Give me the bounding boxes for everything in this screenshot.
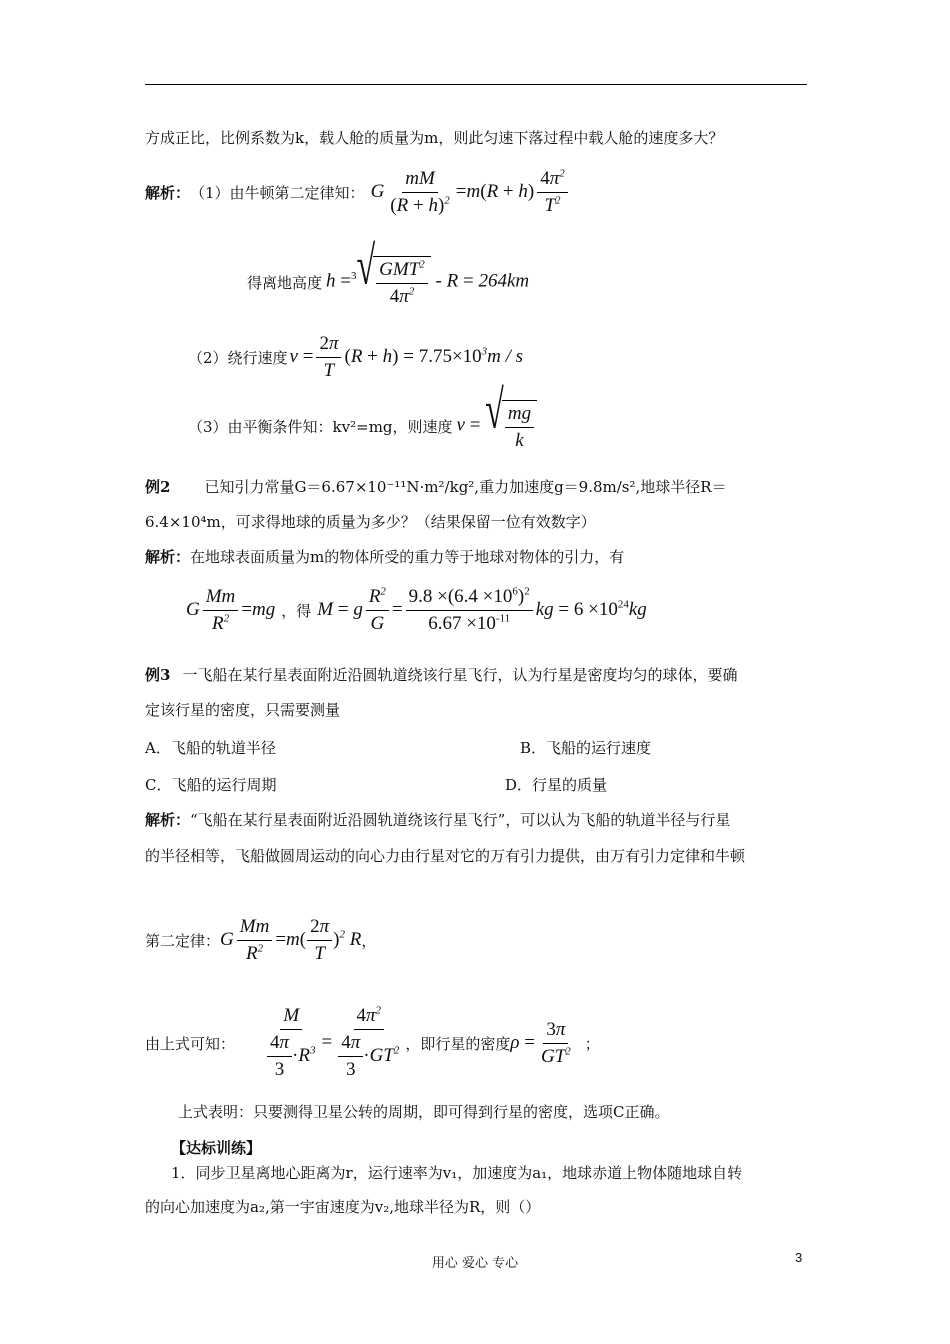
ex2-line2: 6.4×10⁴m，可求得地球的质量为多少？（结果保留一位有效数字） xyxy=(145,513,596,531)
height-result: 264km xyxy=(478,270,530,292)
sol1-height-text: 得离地高度 xyxy=(247,273,323,292)
ex3-line2: 定该行星的密度，只需要测量 xyxy=(145,701,341,719)
sol3-text: （3）由平衡条件知：kv²=mg，则速度 xyxy=(188,417,453,436)
sol3-row xyxy=(188,381,537,452)
ex2-formula-1: G $\frac{Mm}{R^2}$ =mg xyxy=(186,586,276,634)
option-c: C．飞船的运行周期 xyxy=(145,776,277,794)
sol1-text: （1）由牛顿第二定律知： xyxy=(190,184,365,202)
q1-line2: 的向心加速度为a₂,第一宇宙速度为v₂,地球半径为R，则（） xyxy=(145,1198,541,1216)
ex3-density-row: 由上式可知： M $\frac{4\pi}{3}$ $\cdot R^3$ = $4\pi^2$ $\frac{4\pi}{3}$ $\cdot GT^2$ ，即行星的密度 ρ = $\frac{3\pi}{GT^2}$ ； xyxy=(145,1004,600,1080)
sol2-result: 7.75×10 xyxy=(418,345,482,367)
ex3-line1: 例3 一飞船在某行星表面附近沿圆轨道绕该行星飞行，认为行星是密度均匀的球体，要确 xyxy=(145,666,738,684)
density-formula: ρ = $\frac{3\pi}{GT^2}$ xyxy=(510,1018,571,1067)
ex3-label: 例3 xyxy=(145,666,171,684)
page-number: 3 xyxy=(795,1250,803,1265)
ex2-de: ，得 xyxy=(281,602,312,620)
height-formula: h =$^3$ √ $\frac{GMT^2}{4\pi^2}$ - R = 264km xyxy=(326,237,530,307)
sol1-row xyxy=(145,168,571,217)
velocity-formula: v = $\frac{2\pi}{T}$ $(R + h) = 7.75\times 10^3m / s$ xyxy=(289,333,524,381)
footer-text: 用心 爱心 专心 xyxy=(431,1256,519,1271)
sol2-unit: m / s xyxy=(487,345,524,367)
option-d: D．行星的质量 xyxy=(505,776,608,794)
header-rule xyxy=(145,84,807,85)
option-b: B．飞船的运行速度 xyxy=(520,739,652,757)
training-title: 【达标训练】 xyxy=(171,1139,262,1157)
density-ratio-formula: M $\frac{4\pi}{3}$ $\cdot R^3$ = $4\pi^2$ $\frac{4\pi}{3}$ $\cdot GT^2$ xyxy=(261,1005,405,1081)
sol2-row xyxy=(188,333,523,382)
sol2-exp: 3 xyxy=(481,345,488,358)
ex3-sol-line1: 解析：“飞船在某行星表面附近沿圆轨道绕该行星飞行”，可以认为飞船的轨道半径与行星 xyxy=(145,811,731,829)
sol1-height-row xyxy=(247,237,530,308)
ex2-formula-2: M = g $\frac{R^2}{G}$ = $\frac{9.8 \times(6.4 \times 10^6)^2}{6.67 \times 10^{-11}}$ kg = $6 \times 10^{24}kg$ xyxy=(317,585,647,634)
ex2-formula-row xyxy=(186,586,647,635)
newton-formula: G $\frac{Mm}{R^2}$ =m( $\frac{2\pi}{T}$ )$^2$ R xyxy=(220,916,362,964)
ex2-sol: 解析：在地球表面质量为m的物体所受的重力等于地球对物体的引力，有 xyxy=(145,548,625,566)
sol1-label: 解析： xyxy=(145,184,191,202)
speed-formula: v = √ $\frac{mg}{k}$ xyxy=(457,400,538,452)
ex2-label: 例2 xyxy=(145,478,171,496)
q1-line1: 1．同步卫星离地心距离为r，运行速率为v₁，加速度为a₁，地球赤道上物体随地球自转 xyxy=(171,1164,743,1182)
ex3-conclusion: 上式表明：只要测得卫星公转的周期，即可得到行星的密度，选项C正确。 xyxy=(178,1103,670,1121)
option-a: A．飞船的轨道半径 xyxy=(145,739,276,757)
intro-line: 方成正比，比例系数为k，载人舱的质量为m，则此匀速下落过程中载人舱的速度多大？ xyxy=(145,129,724,147)
ex2-line1: 例2 已知引力常量G＝6.67×10⁻¹¹N·m²/kg²,重力加速度g＝9.8m/s²,地球半径R＝ xyxy=(145,478,727,496)
ex3-sol-line2: 的半径相等，飞船做圆周运动的向心力由行星对它的万有引力提供，由万有引力定律和牛顿 xyxy=(145,847,746,865)
sol1-formula: G $\frac{mM}{(R + h)^2}$ =m(R + h) $\frac{4\pi^2}{T^2}$ xyxy=(371,168,571,217)
sol2-text: （2）绕行速度 xyxy=(188,349,288,367)
ex3-newton-row: 第二定律： G $\frac{Mm}{R^2}$ =m( $\frac{2\pi}{T}$ )$^2$ R ， xyxy=(145,916,377,964)
